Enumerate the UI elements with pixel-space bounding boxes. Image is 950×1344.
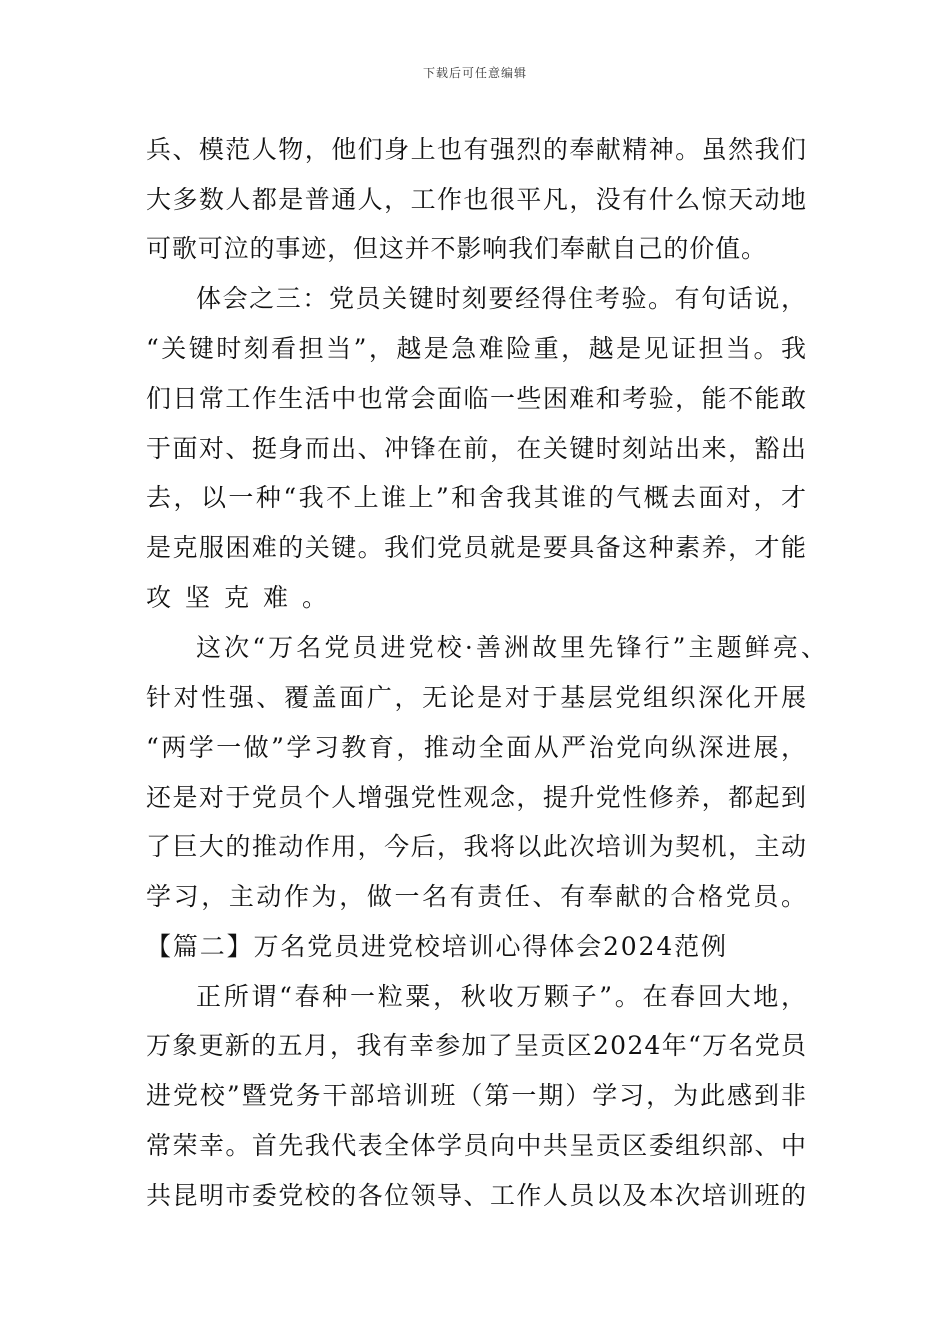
text-line: 这次“万名党员进党校·善洲故里先锋行”主题鲜亮、 [196, 633, 830, 662]
section-heading: 【篇二】万名党员进党校培训心得体会2024范例 [146, 932, 728, 961]
text-line: 于面对、挺身而出、冲锋在前，在关键时刻站出来，豁出 [146, 434, 808, 463]
text-line: “两学一做”学习教育，推动全面从严治党向纵深进展， [146, 733, 809, 762]
text-line: 进党校”暨党务干部培训班（第一期）学习，为此感到非 [146, 1081, 808, 1110]
text-line: 大多数人都是普通人，工作也很平凡，没有什么惊天动地 [146, 185, 808, 214]
text-line: 针对性强、覆盖面广，无论是对于基层党组织深化开展 [146, 683, 809, 712]
text-line: 可歌可泣的事迹，但这并不影响我们奉献自己的价值。 [146, 234, 767, 263]
text-line: 攻坚克难。 [146, 583, 342, 612]
text-line: 去，以一种“我不上谁上”和舍我其谁的气概去面对，才 [146, 483, 809, 512]
text-line: “关键时刻看担当”，越是急难险重，越是见证担当。我 [146, 334, 809, 363]
page-header: 下载后可任意编辑 [422, 66, 527, 80]
text-line: 兵、模范人物，他们身上也有强烈的奉献精神。虽然我们 [146, 135, 808, 164]
text-line: 学习，主动作为，做一名有责任、有奉献的合格党员。 [146, 882, 809, 911]
text-line: 了巨大的推动作用，今后，我将以此次培训为契机，主动 [146, 832, 808, 861]
text-line: 是克服困难的关键。我们党员就是要具备这种素养，才能 [146, 533, 808, 562]
text-line: 体会之三：党员关键时刻要经得住考验。有句话说， [196, 284, 808, 313]
text-line: 们日常工作生活中也常会面临一些困难和考验，能不能敢 [146, 384, 808, 413]
text-line: 万象更新的五月，我有幸参加了呈贡区2024年“万名党员 [146, 1031, 808, 1060]
text-line: 还是对于党员个人增强党性观念，提升党性修养，都起到 [146, 783, 808, 812]
text-line: 共昆明市委党校的各位领导、工作人员以及本次培训班的 [146, 1181, 808, 1210]
text-line: 正所谓“春种一粒粟，秋收万颗子”。在春回大地， [196, 982, 809, 1011]
text-line: 常荣幸。首先我代表全体学员向中共呈贡区委组织部、中 [146, 1131, 808, 1160]
